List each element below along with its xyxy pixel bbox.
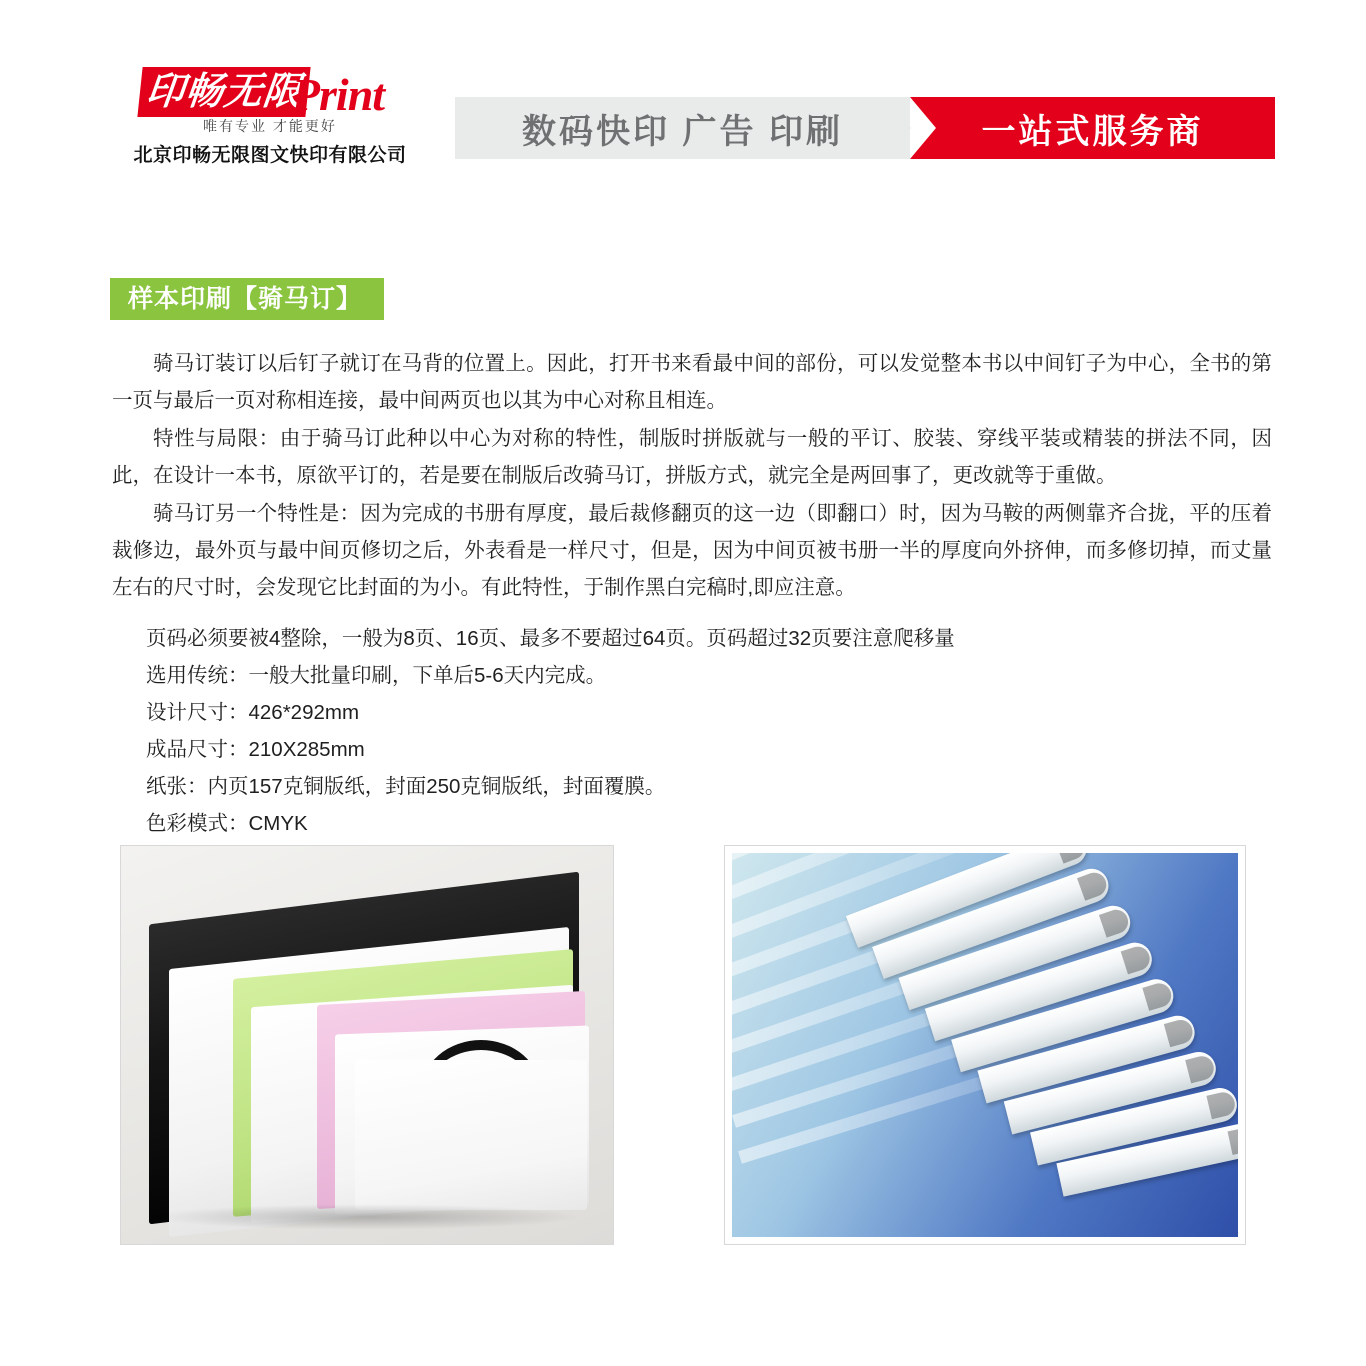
section-title-bar bbox=[110, 278, 384, 320]
logo-english-mark: Print bbox=[291, 69, 385, 120]
photo-stacked-books bbox=[120, 845, 614, 1245]
photo-fanned-pages bbox=[724, 845, 1246, 1245]
banner-services-label: 数码快印 广告 印刷 bbox=[522, 112, 843, 151]
photo-fanned-pages-image bbox=[732, 853, 1238, 1237]
spec-item-design-size: 设计尺寸：426*292mm bbox=[146, 701, 360, 724]
logo-slogan: 唯有专业 才能更好 bbox=[203, 118, 337, 134]
logo-mark bbox=[110, 62, 430, 120]
article-body bbox=[112, 345, 1272, 842]
photo-stacked-books-image bbox=[121, 846, 613, 1244]
spec-item-production: 选用传统：一般大批量印刷，下单后5-6天内完成。 bbox=[146, 664, 607, 687]
header-banner bbox=[455, 97, 1275, 159]
paragraph: 骑马订装订以后钉子就订在马背的位置上。因此，打开书来看最中间的部份，可以发觉整本书以中间钉子为中心，全书的第一页与最后一页对称相连接，最中间两页也以其为中心对称且相连。 bbox=[112, 352, 1272, 412]
company-name: 北京印畅无限图文快印有限公司 bbox=[133, 145, 407, 166]
photo-gallery bbox=[120, 845, 1246, 1245]
banner-tagline bbox=[910, 97, 1275, 159]
spec-list bbox=[112, 620, 1272, 842]
logo-chinese-mark: 印畅无限 bbox=[137, 67, 310, 117]
book-page-white-4 bbox=[355, 1060, 587, 1210]
spec-item-pages: 页码必须要被4整除，一般为8页、16页、最多不要超过64页。页码超过32页要注意爬移量 bbox=[146, 627, 955, 650]
page-header bbox=[0, 0, 1366, 200]
company-logo bbox=[110, 62, 430, 167]
paragraph: 骑马订另一个特性是：因为完成的书册有厚度，最后裁修翻页的这一边（即翻口）时，因为马鞍的两侧靠齐合拢，平的压着裁修边，最外页与最中间页修切之后，外表看是一样尺寸，但是，因为中间页被书册一半的厚度向外挤伸，而多修切掉，而丈量左右的尺寸时，会发现它比封面的为小。有此特性，于制作黑白完稿时,即应注意。 bbox=[112, 502, 1272, 599]
page-title: 样本印刷【骑马订】 bbox=[128, 285, 363, 313]
paragraph: 特性与局限：由于骑马订此种以中心为对称的特性，制版时拼版就与一般的平订、胶装、穿线平装或精装的拼法不同，因此，在设计一本书，原欲平订的，若是要在制版后改骑马订，拼版方式，就完全是两回事了，更改就等于重做。 bbox=[112, 427, 1272, 487]
spec-item-color-mode: 色彩模式：CMYK bbox=[146, 812, 308, 835]
banner-tagline-label: 一站式服务商 bbox=[981, 112, 1204, 151]
book-shadow bbox=[151, 1204, 581, 1230]
spec-item-paper: 纸张：内页157克铜版纸，封面250克铜版纸，封面覆膜。 bbox=[146, 775, 666, 798]
spec-item-finished-size: 成品尺寸：210X285mm bbox=[146, 738, 365, 761]
banner-services bbox=[455, 97, 910, 159]
